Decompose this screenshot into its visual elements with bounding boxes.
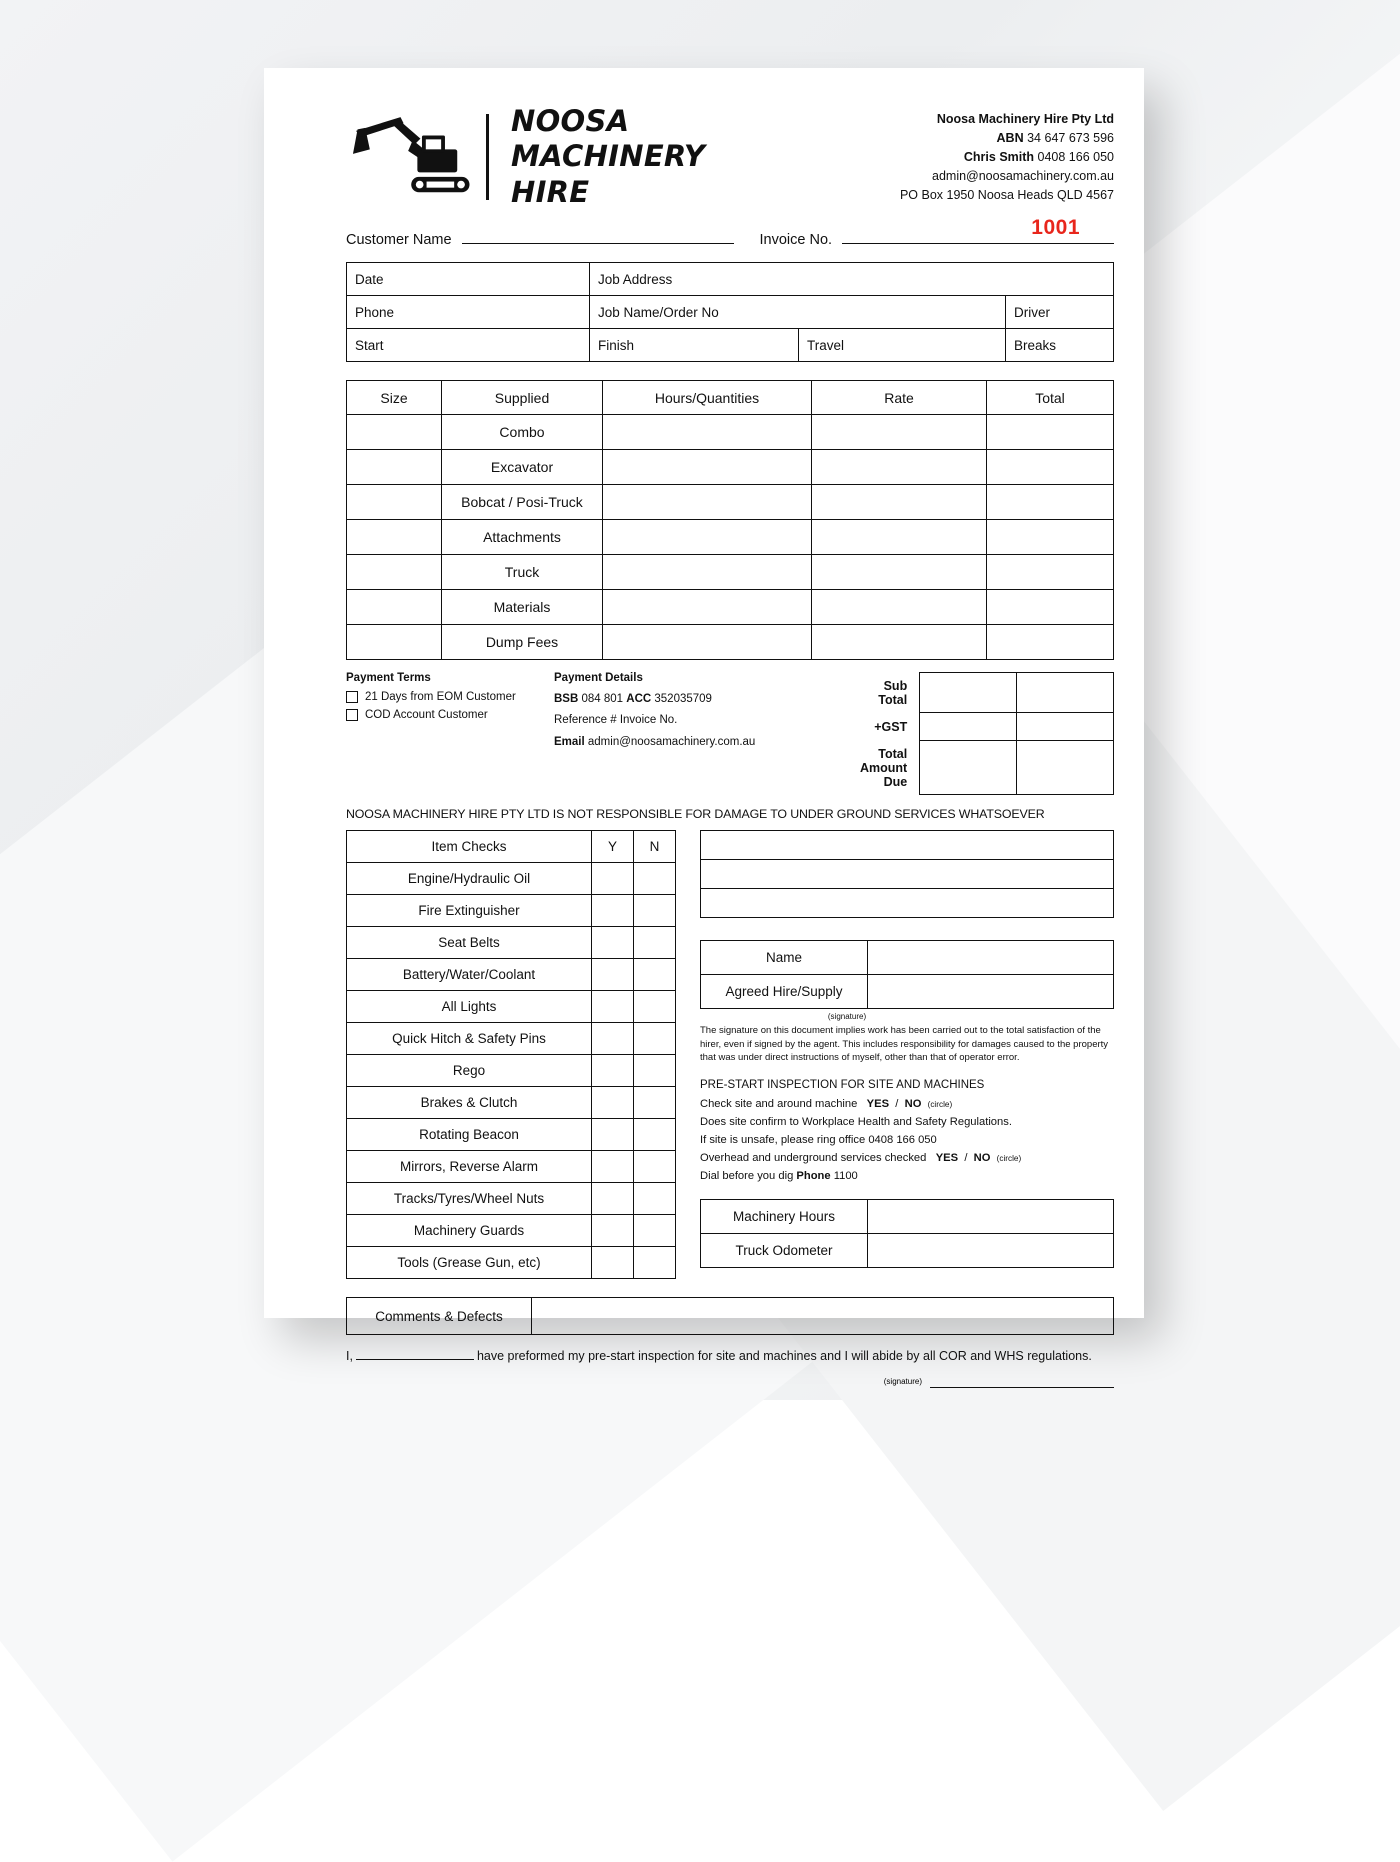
table-row <box>347 927 676 959</box>
liability-disclaimer: NOOSA MACHINERY HIRE PTY LTD IS NOT RESPONSIBLE FOR DAMAGE TO UNDER GROUND SERVICES WHATSOEVER <box>346 807 1045 822</box>
brand-name-line2: MACHINERY <box>511 139 706 174</box>
customer-invoice-row <box>346 216 1114 249</box>
col-size: Size <box>347 381 442 415</box>
item-label: Excavator <box>442 450 603 485</box>
date-label: Date <box>347 263 590 296</box>
hours-cell[interactable] <box>603 625 812 660</box>
prestart-line-4-no[interactable]: NO <box>973 1152 991 1164</box>
check-no-cell[interactable] <box>634 1023 676 1055</box>
prestart-line-4-text: Overhead and underground services checked <box>700 1152 927 1164</box>
payment-details <box>554 672 844 795</box>
table-row <box>852 673 1114 713</box>
check-no-cell[interactable] <box>634 927 676 959</box>
acc-label: ACC <box>626 693 652 706</box>
terms-option-label: COD Account Customer <box>365 709 488 722</box>
check-label: Tools (Grease Gun, etc) <box>347 1247 592 1279</box>
checks-header-yes: Y <box>592 831 634 863</box>
table-row <box>347 485 1114 520</box>
table-row <box>347 1151 676 1183</box>
customer-name-label: Customer Name <box>346 232 452 249</box>
company-details <box>900 104 1114 205</box>
prestart-line-1-sep: / <box>895 1097 899 1110</box>
hours-cell[interactable] <box>603 590 812 625</box>
total-cell[interactable] <box>987 415 1114 450</box>
prestart-line-5-text: Dial before you dig <box>700 1170 794 1183</box>
brand-divider <box>486 114 489 200</box>
col-supplied: Supplied <box>442 381 603 415</box>
table-row <box>347 263 1114 296</box>
total-cell[interactable] <box>987 590 1114 625</box>
check-label: All Lights <box>347 991 592 1023</box>
subtotal-value[interactable] <box>920 673 1017 713</box>
check-no-cell[interactable] <box>634 991 676 1023</box>
check-label: Battery/Water/Coolant <box>347 959 592 991</box>
name-input[interactable] <box>868 941 1114 975</box>
payment-details-heading: Payment Details <box>554 672 643 685</box>
check-label: Rotating Beacon <box>347 1119 592 1151</box>
comments-label: Comments & Defects <box>347 1298 532 1335</box>
table-row <box>347 959 676 991</box>
travel-label[interactable]: Travel <box>799 329 1006 362</box>
col-hours: Hours/Quantities <box>603 381 812 415</box>
checkbox-icon[interactable] <box>346 691 358 703</box>
final-signature-row <box>346 1377 1114 1388</box>
invoice-sheet <box>264 68 1144 1387</box>
table-row <box>347 415 1114 450</box>
check-yes-cell[interactable] <box>592 1087 634 1119</box>
check-no-cell[interactable] <box>634 1055 676 1087</box>
document-header <box>346 104 1114 210</box>
notes-line[interactable] <box>701 831 1113 860</box>
total-due-value[interactable] <box>920 741 1017 795</box>
payment-terms <box>346 672 554 795</box>
check-yes-cell[interactable] <box>592 1023 634 1055</box>
bank-line <box>554 691 844 707</box>
table-row <box>347 991 676 1023</box>
lower-section <box>346 830 1114 1279</box>
breaks-label[interactable]: Breaks <box>1006 329 1114 362</box>
table-row <box>347 895 676 927</box>
check-label: Fire Extinguisher <box>347 895 592 927</box>
item-checks-column <box>346 830 676 1279</box>
checks-header-item: Item Checks <box>347 831 592 863</box>
gst-value-cents[interactable] <box>1017 713 1114 741</box>
table-row <box>347 555 1114 590</box>
prestart-line-1 <box>700 1095 1114 1113</box>
comments-input[interactable] <box>532 1298 1114 1335</box>
check-no-cell[interactable] <box>634 863 676 895</box>
job-name-label[interactable]: Job Name/Order No <box>590 296 1006 329</box>
check-no-cell[interactable] <box>634 959 676 991</box>
invoice-number: 1001 <box>1031 216 1080 240</box>
item-label: Dump Fees <box>442 625 603 660</box>
bsb-value: 084 801 <box>581 693 624 706</box>
subtotal-value-cents[interactable] <box>1017 673 1114 713</box>
table-row <box>701 941 1114 975</box>
col-rate: Rate <box>812 381 987 415</box>
item-label: Truck <box>442 555 603 590</box>
final-signature-caption: (signature) <box>883 1377 922 1387</box>
rate-cell[interactable] <box>812 415 987 450</box>
notes-line[interactable] <box>701 889 1113 917</box>
prestart-title: PRE-START INSPECTION FOR SITE AND MACHINES <box>700 1078 985 1091</box>
col-total: Total <box>987 381 1114 415</box>
check-yes-cell[interactable] <box>592 895 634 927</box>
checkbox-icon[interactable] <box>346 709 358 721</box>
hours-cell[interactable] <box>603 485 812 520</box>
agreement-column <box>700 830 1114 1279</box>
rate-cell[interactable] <box>812 590 987 625</box>
items-table <box>346 380 1114 660</box>
total-cell[interactable] <box>987 555 1114 590</box>
table-row <box>347 625 1114 660</box>
table-row <box>347 1119 676 1151</box>
check-yes-cell[interactable] <box>592 863 634 895</box>
hours-cell[interactable] <box>603 520 812 555</box>
truck-odometer-label: Truck Odometer <box>701 1234 868 1268</box>
table-row <box>701 1200 1114 1234</box>
email-label: Email <box>554 735 585 748</box>
invoice-no-input[interactable] <box>842 242 1114 244</box>
customer-name-input[interactable] <box>462 242 734 244</box>
prestart-line-5 <box>700 1167 1114 1185</box>
table-row <box>701 975 1114 1009</box>
table-row <box>347 1055 676 1087</box>
check-yes-cell[interactable] <box>592 1055 634 1087</box>
subtotal-label: Sub Total <box>878 678 908 707</box>
size-cell[interactable] <box>347 485 442 520</box>
agreed-hire-signature[interactable] <box>868 975 1114 1009</box>
total-cell[interactable] <box>987 485 1114 520</box>
hours-cell[interactable] <box>603 415 812 450</box>
payment-section <box>346 672 1114 795</box>
brand-name-line3: HIRE <box>511 174 590 209</box>
table-row <box>852 713 1114 741</box>
brand-name <box>511 104 705 210</box>
excavator-icon <box>346 111 478 203</box>
declaration-suffix: have preformed my pre-start inspection for site and machines and I will abide by all COR and WHS regulations. <box>476 1349 1092 1364</box>
check-no-cell[interactable] <box>634 1183 676 1215</box>
check-label: Engine/Hydraulic Oil <box>347 863 592 895</box>
rate-cell[interactable] <box>812 485 987 520</box>
check-yes-cell[interactable] <box>592 1247 634 1279</box>
name-label: Name <box>701 941 868 975</box>
hours-cell[interactable] <box>603 555 812 590</box>
table-row <box>347 863 676 895</box>
check-no-cell[interactable] <box>634 895 676 927</box>
prestart-line-4-sep: / <box>964 1152 968 1164</box>
company-abn <box>900 129 1114 148</box>
prestart-line-3: If site is unsafe, please ring office 0408 166 050 <box>700 1133 937 1146</box>
prestart-line-5-phone-label: Phone <box>796 1170 831 1183</box>
check-yes-cell[interactable] <box>592 1215 634 1247</box>
agreement-table <box>700 940 1114 1009</box>
table-row <box>347 1023 676 1055</box>
check-yes-cell[interactable] <box>592 927 634 959</box>
prestart-line-4-circle-note: (circle) <box>996 1154 1022 1163</box>
check-label: Tracks/Tyres/Wheel Nuts <box>347 1183 592 1215</box>
terms-option-cod[interactable] <box>346 709 554 721</box>
company-contact <box>900 148 1114 167</box>
gst-label: +GST <box>874 719 908 734</box>
table-row <box>347 1298 1114 1335</box>
table-header-row <box>347 831 676 863</box>
item-label: Attachments <box>442 520 603 555</box>
totals-block <box>852 672 1114 795</box>
size-cell[interactable] <box>347 415 442 450</box>
table-row <box>347 1247 676 1279</box>
size-cell[interactable] <box>347 520 442 555</box>
prestart-line-2: Does site confirm to Workplace Health and Safety Regulations. <box>700 1115 1012 1128</box>
size-cell[interactable] <box>347 555 442 590</box>
total-due-value-cents[interactable] <box>1017 741 1114 795</box>
prestart-line-1-yes[interactable]: YES <box>866 1097 890 1110</box>
rate-cell[interactable] <box>812 450 987 485</box>
abn-label: ABN <box>996 131 1024 145</box>
table-row <box>347 520 1114 555</box>
item-checks-table <box>346 830 676 1279</box>
bsb-label: BSB <box>554 693 579 706</box>
check-label: Rego <box>347 1055 592 1087</box>
comments-table <box>346 1297 1114 1335</box>
driver-label[interactable]: Driver <box>1006 296 1114 329</box>
total-cell[interactable] <box>987 625 1114 660</box>
job-address-cell[interactable]: Job Address <box>590 263 1114 296</box>
payment-reference: Reference # Invoice No. <box>554 714 678 727</box>
table-row <box>347 296 1114 329</box>
agreed-hire-label: Agreed Hire/Supply <box>701 975 868 1009</box>
final-signature-input[interactable] <box>930 1387 1114 1388</box>
email-value: admin@noosamachinery.com.au <box>587 735 756 748</box>
gst-value[interactable] <box>920 713 1017 741</box>
company-legal-name: Noosa Machinery Hire Pty Ltd <box>936 112 1114 126</box>
item-label: Combo <box>442 415 603 450</box>
check-yes-cell[interactable] <box>592 1119 634 1151</box>
check-no-cell[interactable] <box>634 1151 676 1183</box>
prestart-line-5-phone-value: 1100 <box>833 1170 858 1183</box>
company-address: PO Box 1950 Noosa Heads QLD 4567 <box>899 188 1114 202</box>
declaration-prefix: I, <box>346 1349 353 1364</box>
rate-cell[interactable] <box>812 555 987 590</box>
terms-option-21days[interactable] <box>346 691 554 703</box>
rate-cell[interactable] <box>812 520 987 555</box>
machinery-hours-label: Machinery Hours <box>701 1200 868 1234</box>
table-row <box>347 1215 676 1247</box>
table-header-row <box>347 381 1114 415</box>
machinery-hours-input[interactable] <box>868 1200 1114 1234</box>
total-cell[interactable] <box>987 450 1114 485</box>
size-cell[interactable] <box>347 625 442 660</box>
job-details-table <box>346 262 1114 362</box>
prestart-line-1-text: Check site and around machine <box>700 1097 858 1110</box>
checks-header-no: N <box>634 831 676 863</box>
declaration-name-input[interactable] <box>356 1359 474 1360</box>
check-label: Seat Belts <box>347 927 592 959</box>
total-cell[interactable] <box>987 520 1114 555</box>
check-label: Mirrors, Reverse Alarm <box>347 1151 592 1183</box>
finish-label[interactable]: Finish <box>590 329 799 362</box>
totals-table <box>852 672 1114 795</box>
truck-odometer-input[interactable] <box>868 1234 1114 1268</box>
agreement-fine-print: The signature on this document implies work has been carried out to the total satisfaction of the hirer, even if signed by the agent. This includes responsibility for damages caused to the property that was under direct instructions of myself, other than that of operator error. <box>700 1025 1109 1064</box>
check-no-cell[interactable] <box>634 1087 676 1119</box>
item-label: Bobcat / Posi-Truck <box>442 485 603 520</box>
notes-line[interactable] <box>701 860 1113 889</box>
table-row <box>347 1183 676 1215</box>
prestart-line-4-yes[interactable]: YES <box>935 1152 959 1164</box>
check-no-cell[interactable] <box>634 1215 676 1247</box>
size-cell[interactable] <box>347 450 442 485</box>
notes-box[interactable] <box>700 830 1114 918</box>
invoice-no-label: Invoice No. <box>759 232 833 249</box>
payment-email-line <box>554 734 844 750</box>
table-row <box>852 741 1114 795</box>
terms-option-label: 21 Days from EOM Customer <box>365 691 516 704</box>
start-label[interactable]: Start <box>347 329 590 362</box>
prestart-line-1-circle-note: (circle) <box>927 1099 953 1109</box>
check-no-cell[interactable] <box>634 1119 676 1151</box>
phone-label[interactable]: Phone <box>347 296 590 329</box>
contact-name: Chris Smith <box>963 150 1035 164</box>
item-label: Materials <box>442 590 603 625</box>
total-due-label: Total Amount Due <box>860 746 908 789</box>
hours-cell[interactable] <box>603 450 812 485</box>
check-yes-cell[interactable] <box>592 1183 634 1215</box>
check-label: Quick Hitch & Safety Pins <box>347 1023 592 1055</box>
prestart-line-1-no[interactable]: NO <box>904 1097 922 1110</box>
table-row <box>701 1234 1114 1268</box>
signature-caption: (signature) <box>827 1012 867 1022</box>
prestart-line-4 <box>700 1149 1114 1167</box>
brand-block <box>346 104 705 210</box>
table-row <box>347 329 1114 362</box>
machine-readings-table <box>700 1199 1114 1268</box>
abn-value: 34 647 673 596 <box>1027 131 1114 145</box>
table-row <box>347 1087 676 1119</box>
rate-cell[interactable] <box>812 625 987 660</box>
acc-value: 352035709 <box>654 693 712 706</box>
check-yes-cell[interactable] <box>592 991 634 1023</box>
brand-name-line1: NOOSA <box>511 104 630 138</box>
company-email: admin@noosamachinery.com.au <box>932 169 1114 183</box>
table-row <box>347 450 1114 485</box>
check-yes-cell[interactable] <box>592 959 634 991</box>
check-label: Brakes & Clutch <box>347 1087 592 1119</box>
payment-terms-heading: Payment Terms <box>346 672 431 685</box>
contact-phone: 0408 166 050 <box>1037 150 1114 164</box>
size-cell[interactable] <box>347 590 442 625</box>
check-yes-cell[interactable] <box>592 1151 634 1183</box>
check-no-cell[interactable] <box>634 1247 676 1279</box>
table-row <box>347 590 1114 625</box>
declaration-line <box>346 1349 1114 1363</box>
check-label: Machinery Guards <box>347 1215 592 1247</box>
